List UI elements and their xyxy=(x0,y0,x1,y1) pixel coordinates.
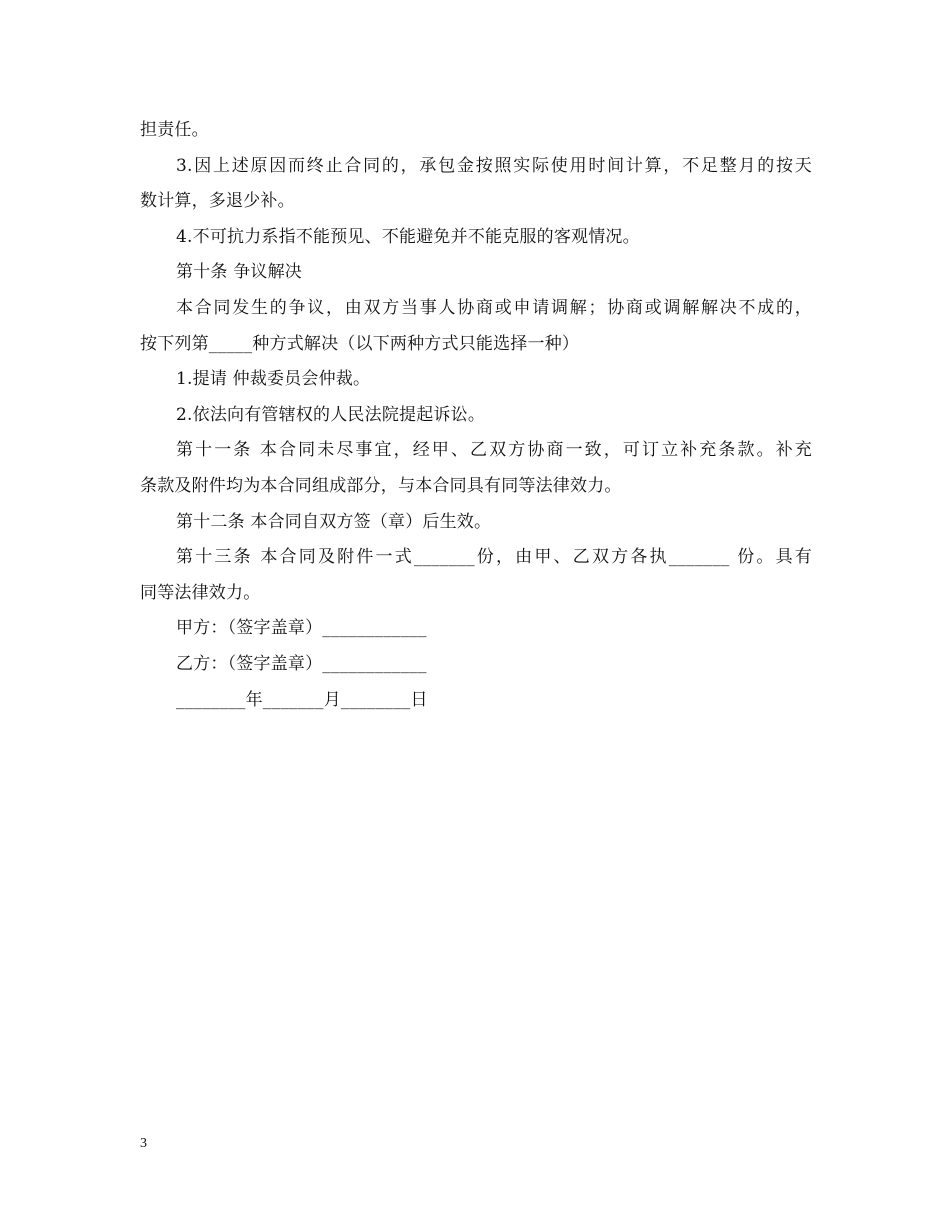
article-11-line-1: 第十一条 本合同未尽事宜，经甲、乙双方协商一致，可订立补充条款。补充 xyxy=(176,440,812,461)
article-10-heading: 第十条 争议解决 xyxy=(176,262,303,283)
article-13-line-1: 第十三条 本合同及附件一式_______份，由甲、乙双方各执_______ 份。具有 xyxy=(176,547,812,568)
text-line-2: 3.因上述原因而终止合同的，承包金按照实际使用时间计算，不足整月的按天 xyxy=(176,155,812,176)
text-line-3: 数计算，多退少补。 xyxy=(140,191,295,212)
text-line-4: 4.不可抗力系指不能预见、不能避免并不能克服的客观情况。 xyxy=(176,226,640,247)
contract-text xyxy=(140,113,812,718)
party-b-signature: 乙方：（签字盖章）____________ xyxy=(176,653,427,674)
page-number: 3 xyxy=(140,1136,147,1151)
date-line: ________年_______月________日 xyxy=(176,689,428,710)
article-12: 第十二条 本合同自双方签（章）后生效。 xyxy=(176,511,492,532)
text-line-1: 担责任。 xyxy=(140,120,209,140)
article-13-line-2: 同等法律效力。 xyxy=(140,582,261,603)
text-line-7: 按下列第_____种方式解决（以下两种方式只能选择一种） xyxy=(140,333,580,354)
party-a-signature: 甲方：（签字盖章）____________ xyxy=(176,618,427,639)
text-line-8: 1.提请 仲裁委员会仲裁。 xyxy=(176,369,371,390)
text-line-9: 2.依法向有管辖权的人民法院提起诉讼。 xyxy=(176,404,486,425)
text-line-6: 本合同发生的争议，由双方当事人协商或申请调解；协商或调解解决不成的， xyxy=(176,297,812,318)
article-11-line-2: 条款及附件均为本合同组成部分，与本合同具有同等法律效力。 xyxy=(140,475,622,496)
